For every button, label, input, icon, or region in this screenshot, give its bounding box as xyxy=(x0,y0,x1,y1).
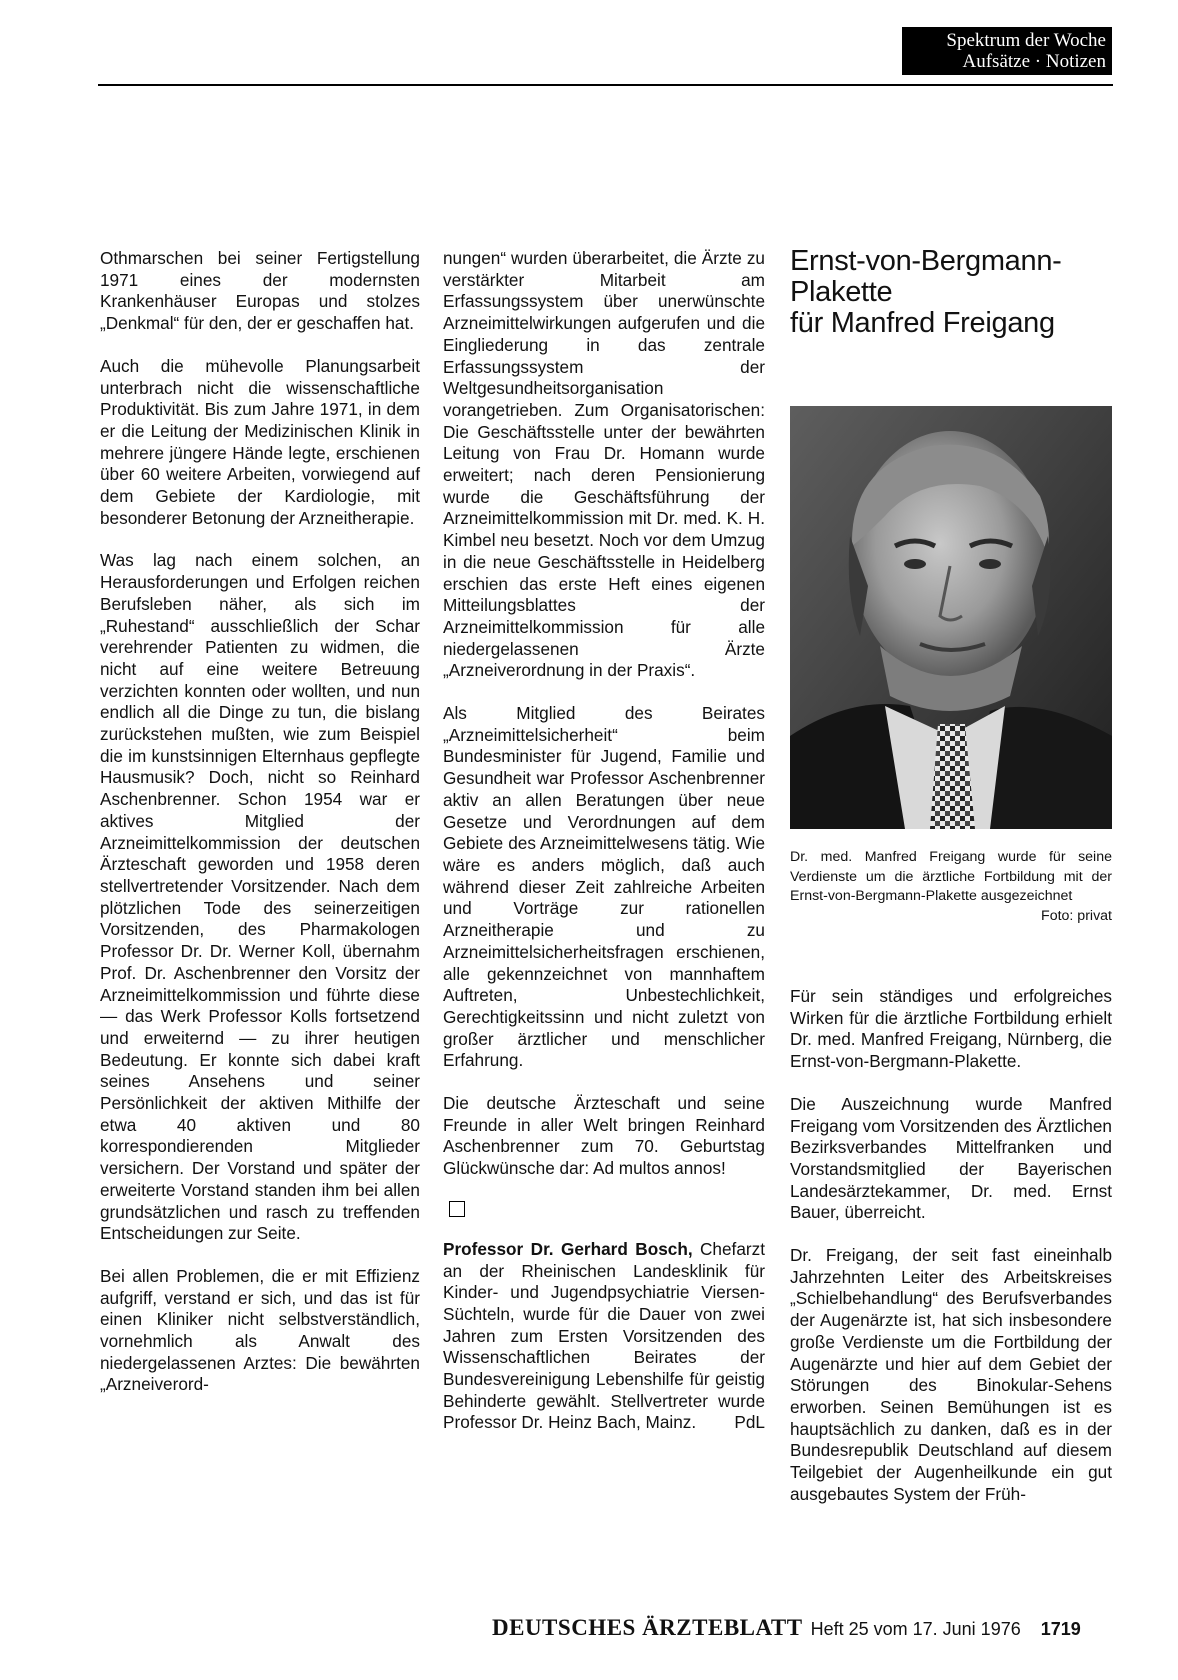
header-rule xyxy=(98,84,1113,86)
bosch-notice xyxy=(443,1239,765,1434)
author-initials: PdL xyxy=(734,1412,765,1433)
paragraph: Auch die mühevolle Planungsarbeit unterbrach nicht die wissenschaftliche Produktivität. Bis zum Jahre 1971, in dem er die Leitung der Medizinischen Klinik in mehrere jüngere Hände legte, erschienen über 60 weitere Arbeiten, vorwiegend auf dem Gebiete der Kardiologie, mit besonderer Betonung der Arzneitherapie. xyxy=(100,355,420,528)
end-of-article-mark xyxy=(449,1201,465,1217)
paragraph: Was lag nach einem solchen, an Herausforderungen und Erfolgen reichen Berufsleben näher, als sich im „Ruhestand“ ausschließlich der Schar verehrender Patienten zu widmen, die nicht auf eine weitere Betreuung verzichten konnten oder wollten, und nun endlich all die Dinge zu tun, die bislang zurückstehen mußten, wie zum Beispiel die im kunstsinnigen Elternhaus gepflegte Hausmusik? Doch, nicht so Reinhard Aschenbrenner. Schon 1954 war er aktives Mitglied der Arzneimittelkommission der deutschen Ärzteschaft geworden und 1958 deren stellvertretender Vorsitzender. Nach dem plötzlichen Tode des seinerzeitigen Vorsitzenden, des Pharmakologen Professor Dr. Dr. Werner Koll, übernahm Prof. Dr. Aschenbrenner den Vorsitz der Arzneimittelkommission und führte diese — das Werk Professor Kolls fortsetzend und erweiternd — zu ihrer heutigen Bedeutung. Er konnte sich dabei kraft seines Ansehens und seiner Persönlichkeit der aktiven Mithilfe der etwa 40 aktiven und 80 korrespondierenden Mitglieder versichern. Der Vorstand und später der erweiterte Vorstand standen ihm bei allen grundsätzlichen und rasch zu treffenden Entscheidungen zur Seite. xyxy=(100,550,420,1244)
section-label-line1: Spektrum der Woche xyxy=(946,30,1106,51)
page-footer xyxy=(492,1615,1114,1645)
paragraph: nungen“ wurden überarbeitet, die Ärzte zu verstärkter Mitarbeit am Erfassungssystem über unerwünschte Arzneimittelwirkungen aufgerufen und die Eingliederung in das zentrale Erfassungssystem der Weltgesundheitsorganisation vorangetrieben. Zum Organisatorischen: Die Geschäftsstelle unter der bewährten Leitung von Frau Dr. Homann wurde erweitert; nach deren Pensionierung wurde die Geschäftsführung der Arzneimittelkommission mit Dr. med. K. H. Kimbel neu besetzt. Noch vor dem Umzug in die neue Geschäftsstelle in Heidelberg erschien das erste Heft eines eigenen Mitteilungsblattes der Arzneimittelkommission für alle niedergelassenen Ärzte „Arzneiverordnung in der Praxis“. xyxy=(443,248,765,681)
article-column-1 xyxy=(100,248,420,1417)
paragraph: Dr. Freigang, der seit fast eineinhalb Jahrzehnten Leiter des Arbeitskreises „Schielbehandlung“ des Berufsverbandes der Augenärzte ist, hat sich insbesondere große Verdienste um die Fortbildung der Augenärzte und hier auf dem Gebiet der Störungen des Binokular-Sehens erworben. Seinen Bemühungen ist es hauptsächlich zu danken, daß es in der Bundesrepublik Deutschland auf diesem Teilgebiet der Augenheilkunde ein gut ausgebautes System der Früh- xyxy=(790,1245,1112,1504)
portrait-photo xyxy=(790,406,1112,829)
paragraph: Bei allen Problemen, die er mit Effizienz aufgriff, verstand er sich, und das ist für einen Kliniker nicht selbstverständlich, vornehmlich als Anwalt des niedergelassenen Arztes: Die bewährten „Arzneiverord- xyxy=(100,1265,420,1395)
page-number: 1719 xyxy=(1040,1619,1081,1639)
paragraph: Als Mitglied des Beirates „Arzneimittelsicherheit“ beim Bundesminister für Jugend, Familie und Gesundheit war Professor Aschenbrenner aktiv an allen Beratungen über neue Gesetze und Verordnungen auf dem Gebiete des Arzneimittelwesens tätig. Wie wäre es anders möglich, daß auch während dieser Zeit zahlreiche Arbeiten und Vorträge zur rationellen Arzneitherapie und zu Arzneimittelsicherheitsfragen erschienen, alle gekennzeichnet von mannhaftem Auftreten, Unbestechlichkeit, Gerechtigkeitssinn und nicht zuletzt von großer ärztlicher und menschlicher Erfahrung. xyxy=(443,703,765,1071)
headline-line: für Manfred Freigang xyxy=(790,307,1055,339)
photo-credit: Foto: privat xyxy=(1041,907,1112,924)
caption-text: Dr. med. Manfred Freigang wurde für seine Verdienste um die ärztliche Fortbildung mit der Ernst-von-Bergmann-Plakette ausgezeichnet xyxy=(790,849,1112,904)
bosch-text: Chefarzt an der Rheinischen Landesklinik für Kinder- und Jugendpsychiatrie Viersen-Süchteln, wurde für die Dauer von zwei Jahren zum Ersten Vorsitzenden des Wissenschaftlichen Beirates der Bundesvereinigung Lebenshilfe für geistig Behinderte gewählt. Stellvertreter wurde Professor Dr. Heinz Bach, Mainz. xyxy=(443,1238,765,1433)
paragraph: Othmarschen bei seiner Fertigstellung 1971 eines der modernsten Krankenhäuser Europas und stolzes „Denkmal“ für den, der er geschaffen hat. xyxy=(100,248,420,334)
paragraph: Die deutsche Ärzteschaft und seine Freunde in aller Welt bringen Reinhard Aschenbrenner zum 70. Geburtstag Glückwünsche dar: Ad multos annos! xyxy=(443,1093,765,1179)
article-column-2 xyxy=(443,248,765,1455)
article-headline xyxy=(790,246,1120,339)
issue-info: Heft 25 vom 17. Juni 1976 xyxy=(810,1619,1021,1639)
photo-caption xyxy=(790,848,1112,926)
section-label-line2: Aufsätze · Notizen xyxy=(962,51,1106,72)
paragraph: Die Auszeichnung wurde Manfred Freigang vom Vorsitzenden des Ärztlichen Bezirksverbandes Mittelfranken und Vorstandsmitglied der Bayerischen Landesärztekammer, Dr. med. Ernst Bauer, überreicht. xyxy=(790,1093,1112,1223)
magazine-name: DEUTSCHES ÄRZTEBLATT xyxy=(492,1615,803,1640)
headline-line: Ernst-von-Bergmann- xyxy=(790,245,1062,277)
paragraph: Für sein ständiges und erfolgreiches Wirken für die ärztliche Fortbildung erhielt Dr. med. Manfred Freigang, Nürnberg, die Ernst-von-Bergmann-Plakette. xyxy=(790,986,1112,1072)
section-label xyxy=(902,27,1112,75)
headline-line: Plakette xyxy=(790,276,893,308)
bosch-name: Professor Dr. Gerhard Bosch, xyxy=(443,1238,693,1259)
